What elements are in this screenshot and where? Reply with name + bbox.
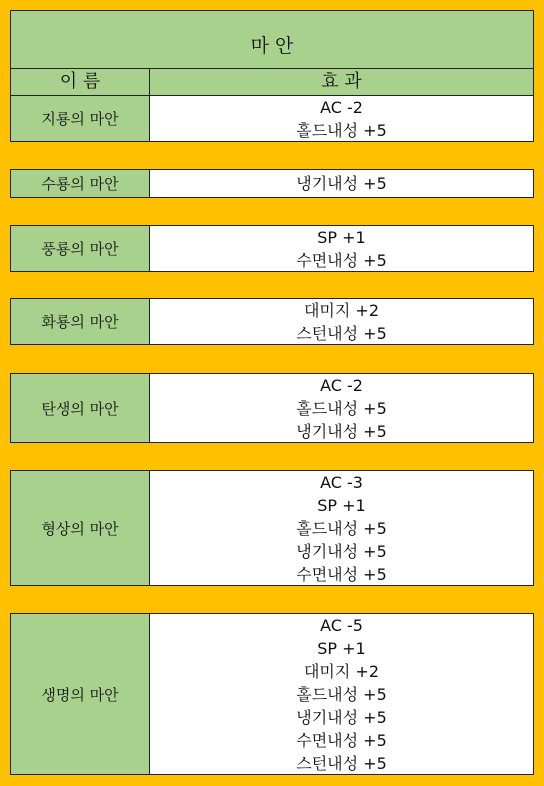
effect-line: 냉기내성 +5 <box>296 541 387 561</box>
effect-line: SP +1 <box>317 227 366 247</box>
effect-line: 홀드내성 +5 <box>296 120 387 140</box>
effect-line: 수면내성 +5 <box>296 564 387 584</box>
row-effects <box>149 470 534 586</box>
table-title: 마 안 <box>250 35 294 57</box>
effect-line: 냉기내성 +5 <box>296 707 387 727</box>
effect-line: AC -5 <box>320 615 363 635</box>
table-title-cell <box>10 10 534 69</box>
row-effects <box>149 613 534 775</box>
row-effects <box>149 169 534 198</box>
effect-line: 홀드내성 +5 <box>296 398 387 418</box>
table-row <box>10 373 534 443</box>
effect-line: 홀드내성 +5 <box>296 518 387 538</box>
row-effects <box>149 373 534 443</box>
table-row <box>10 613 534 775</box>
table-row <box>10 298 534 345</box>
effect-line: 수면내성 +5 <box>296 250 387 270</box>
effect-line: SP +1 <box>317 638 366 658</box>
effect-line: 냉기내성 +5 <box>296 174 387 193</box>
effect-column-header: 효 과 <box>149 68 534 96</box>
row-name: 생명의 마안 <box>10 613 150 775</box>
row-name: 화룡의 마안 <box>10 298 150 345</box>
table-row <box>10 470 534 586</box>
row-name: 형상의 마안 <box>10 470 150 586</box>
effect-line: 대미지 +2 <box>303 300 380 320</box>
table-row <box>10 95 534 142</box>
effect-line: 홀드내성 +5 <box>296 684 387 704</box>
row-name: 풍룡의 마안 <box>10 225 150 272</box>
effect-line: 스턴내성 +5 <box>296 323 387 343</box>
table-row <box>10 169 534 198</box>
effect-line: 냉기내성 +5 <box>296 421 387 441</box>
effect-line: 수면내성 +5 <box>296 730 387 750</box>
effect-line: 대미지 +2 <box>303 661 380 681</box>
effect-line: 스턴내성 +5 <box>296 753 387 773</box>
row-name: 지룡의 마안 <box>10 95 150 142</box>
effect-line: AC -2 <box>320 375 363 395</box>
row-effects <box>149 225 534 272</box>
name-column-header: 이 름 <box>10 68 150 96</box>
row-name: 수룡의 마안 <box>10 169 150 198</box>
row-effects <box>149 298 534 345</box>
row-effects <box>149 95 534 142</box>
effect-line: AC -3 <box>320 472 363 492</box>
row-name: 탄생의 마안 <box>10 373 150 443</box>
effect-line: AC -2 <box>320 97 363 117</box>
effect-line: SP +1 <box>317 495 366 515</box>
table-row <box>10 225 534 272</box>
